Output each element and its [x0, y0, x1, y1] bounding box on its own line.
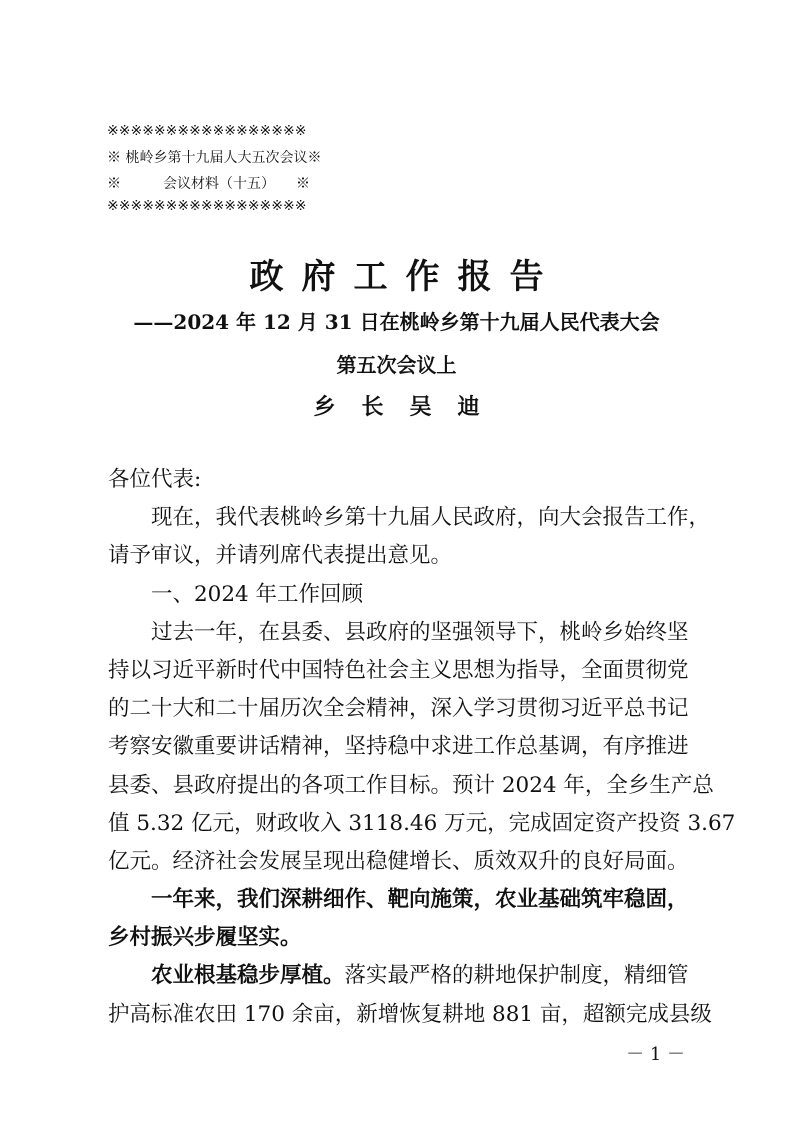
paragraph-line: 县委、县政府提出的各项工作目标。预计 2024 年，全乡生产总: [108, 772, 714, 798]
report-body: [108, 461, 736, 1034]
paragraph-line-bold: 一年来，我们深耕细作、靶向施策，农业基础筑牢稳固，: [151, 887, 689, 913]
paragraph-line: 请予审议，并请列席代表提出意见。: [108, 543, 453, 569]
document-subtitle-line2: 第五次会议上: [336, 353, 457, 377]
paragraph-line: 现在，我代表桃岭乡第十九届人民政府，向大会报告工作，: [151, 505, 711, 531]
header-border-top: ※※※※※※※※※※※※※※※※※: [107, 123, 307, 139]
document-title: 政府工作报告: [249, 257, 562, 297]
paragraph-line: 的二十大和二十届历次全会精神，深入学习贯彻习近平总书记: [108, 696, 689, 722]
paragraph-line: 亿元。经济社会发展呈现出稳健增长、质效双升的良好局面。: [108, 848, 689, 874]
paragraph-lead-bold: 农业根基稳步厚植。: [151, 963, 345, 989]
paragraph-line: 护高标准农田 170 余亩，新增恢复耕地 881 亩，超额完成县级: [108, 1001, 712, 1027]
paragraph-line: 持以习近平新时代中国特色社会主义思想为指导，全面贯彻党: [108, 657, 689, 683]
salutation: 各位代表:: [108, 467, 202, 492]
page-number: － 1 －: [626, 1044, 685, 1065]
speaker-name: 乡长吴迪: [313, 394, 506, 420]
paragraph-lead-rest: 落实最严格的耕地保护制度，精细管: [344, 963, 689, 989]
section-heading: 一、2024 年工作回顾: [151, 581, 364, 607]
header-border-bottom: ※※※※※※※※※※※※※※※※※: [107, 198, 307, 214]
document-subtitle-line1: ——2024 年 12 月 31 日在桃岭乡第十九届人民代表大会: [133, 310, 660, 334]
header-material-number: ※ 会议材料（十五） ※: [107, 176, 310, 192]
paragraph-line: 考察安徽重要讲话精神，坚持稳中求进工作总基调，有序推进: [108, 734, 689, 760]
paragraph-line: [108, 957, 688, 995]
paragraph-line: 过去一年，在县委、县政府的坚强领导下，桃岭乡始终坚: [151, 619, 689, 645]
paragraph-line: 值 5.32 亿元，财政收入 3118.46 万元，完成固定资产投资 3.67: [108, 810, 736, 836]
paragraph-line-bold: 乡村振兴步履坚实。: [108, 925, 302, 951]
header-meeting-name: ※ 桃岭乡第十九届人大五次会议※: [107, 150, 322, 166]
